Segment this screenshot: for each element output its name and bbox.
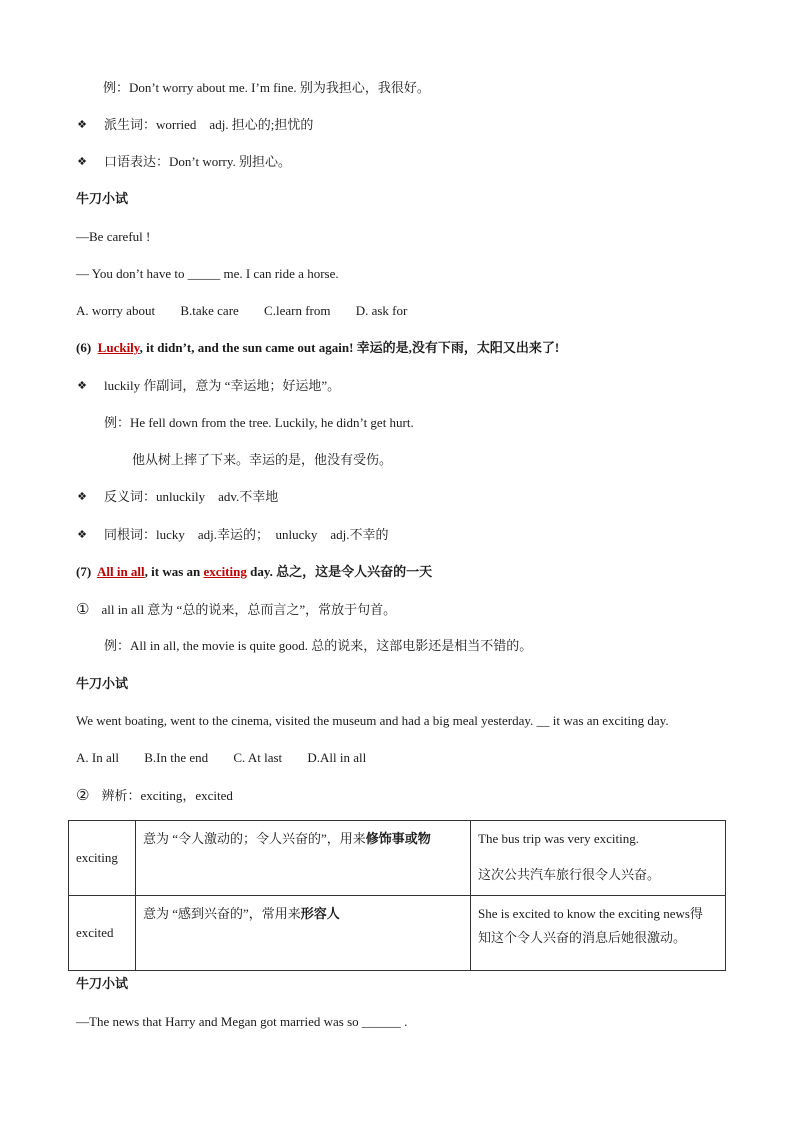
section-sentence-mid: , it was an xyxy=(144,564,204,579)
diamond-bullet-icon: ❖ xyxy=(77,490,87,503)
table-cell-word: exciting xyxy=(69,821,136,896)
section-7-heading xyxy=(76,563,432,581)
table-cell-meaning xyxy=(136,821,471,896)
spoken-expression: 口语表达：Don’t worry. 别担心。 xyxy=(104,154,292,169)
example-luckily: 例：He fell down from the tree. Luckily, he didn’t get hurt. xyxy=(104,415,414,430)
option-d: D.All in all xyxy=(307,750,367,765)
cognate-line: 同根词：lucky adj.幸运的； unlucky adj.不幸的 xyxy=(104,527,389,542)
example-worry: 例：Don’t worry about me. I’m fine. 别为我担心，我很好。 xyxy=(103,80,430,95)
table-row xyxy=(69,821,726,896)
dialogue-question: — You don’t have to _____ me. I can ride a horse. xyxy=(76,266,339,281)
option-c: C.learn from xyxy=(264,303,331,318)
definition-text: all in all 意为 “总的说来，总而言之”，常放于句首。 xyxy=(101,602,397,617)
table-cell-word: excited xyxy=(69,896,136,971)
option-b: B.take care xyxy=(180,303,239,318)
example-luckily-translation: 他从树上摔了下来。幸运的是，他没有受伤。 xyxy=(132,452,393,467)
luckily-definition: luckily 作副词，意为 “幸运地；好运地”。 xyxy=(104,378,341,393)
keyword-luckily: Luckily xyxy=(97,340,140,355)
derivative-worried: 派生词：worried adj. 担心的;担忧的 xyxy=(104,117,314,132)
meaning-emphasis: 形容人 xyxy=(300,906,340,921)
practice-heading: 牛刀小试 xyxy=(76,976,129,991)
diamond-bullet-icon: ❖ xyxy=(77,528,87,541)
table-row xyxy=(69,896,726,971)
dialogue-line: —Be careful ! xyxy=(76,229,151,244)
option-a: A. In all xyxy=(76,750,119,765)
section-6-heading xyxy=(76,339,559,357)
section-number: (7) xyxy=(76,564,92,579)
example-en: She is excited to know the exciting news得 xyxy=(478,906,703,921)
table-cell-example xyxy=(471,896,726,971)
section-number: (6) xyxy=(76,340,92,355)
example-all-in-all: 例：All in all, the movie is quite good. 总的说来，这部电影还是相当不错的。 xyxy=(104,638,533,653)
example-en: The bus trip was very exciting. xyxy=(478,831,640,846)
option-d: D. ask for xyxy=(355,303,408,318)
option-a: A. worry about xyxy=(76,303,156,318)
discrimination-heading xyxy=(76,786,233,805)
all-in-all-definition xyxy=(76,600,396,619)
practice-heading: 牛刀小试 xyxy=(76,676,129,691)
option-b: B.In the end xyxy=(144,750,209,765)
keyword-all-in-all: All in all xyxy=(96,564,145,579)
circled-one-icon: ① xyxy=(76,600,90,618)
answer-options xyxy=(76,749,366,767)
meaning-emphasis: 修饰事或物 xyxy=(365,831,431,846)
practice-question: We went boating, went to the cinema, visited the museum and had a big meal yesterday. __ it was an exciting day. xyxy=(76,713,669,728)
diamond-bullet-icon: ❖ xyxy=(77,379,87,392)
section-sentence-end: day. 总之，这是令人兴奋的一天 xyxy=(246,564,433,579)
antonym-line: 反义词：unluckily adv.不幸地 xyxy=(104,489,279,504)
section-sentence: , it didn’t, and the sun came out again! 幸运的是,没有下雨，太阳又出来了! xyxy=(139,340,560,355)
practice-heading: 牛刀小试 xyxy=(76,191,129,206)
comparison-table xyxy=(68,820,726,971)
example-zh: 这次公共汽车旅行很令人兴奋。 xyxy=(478,867,661,882)
meaning-text: 意为 “令人激动的；令人兴奋的”，用来 xyxy=(143,831,366,846)
diamond-bullet-icon: ❖ xyxy=(77,155,87,168)
table-cell-meaning xyxy=(136,896,471,971)
answer-options xyxy=(76,302,407,320)
practice-question: —The news that Harry and Megan got married was so ______ . xyxy=(76,1014,408,1029)
example-zh: 知这个令人兴奋的消息后她很激动。 xyxy=(478,930,687,945)
keyword-exciting: exciting xyxy=(203,564,247,579)
table-cell-example xyxy=(471,821,726,896)
meaning-text: 意为 “感到兴奋的”，常用来 xyxy=(143,906,301,921)
circled-two-icon: ② xyxy=(76,786,90,804)
option-c: C. At last xyxy=(233,750,283,765)
discrimination-text: 辨析：exciting，excited xyxy=(101,788,233,803)
diamond-bullet-icon: ❖ xyxy=(77,118,87,131)
